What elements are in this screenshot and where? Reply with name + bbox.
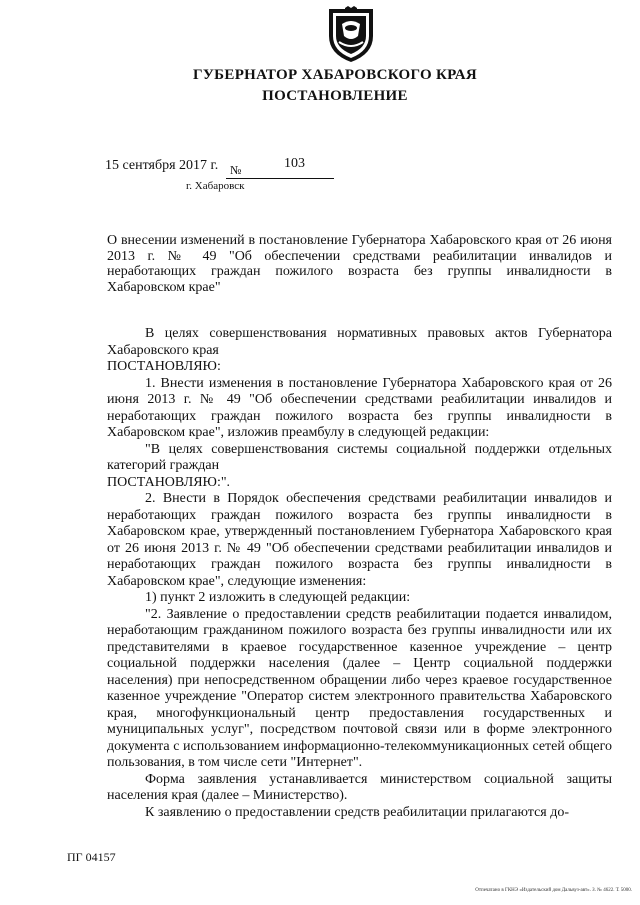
issuer-title: ГУБЕРНАТОР ХАБАРОВСКОГО КРАЯ: [193, 67, 477, 83]
body-paragraph: В целях совершенствования нормативных правовых актов Губернатора Хабаровского края: [107, 326, 612, 358]
document-subject: О внесении изменений в постановление Губернатора Хабаровского края от 26 июня 2013 г. № 49 "Об обеспечении средствами реабилитации инвалидов и неработающих граждан пожилого возраста без группы инвалидности в Хабаровском крае": [107, 233, 612, 295]
coat-of-arms-icon: [325, 6, 377, 64]
document-date: 15 сентября 2017 г.: [105, 158, 219, 173]
number-label: №: [230, 163, 242, 177]
body-paragraph: 2. Внести в Порядок обеспечения средствами реабилитации инвалидов и неработающих граждан пожилого возраста без группы инвалидности в Хабаровском крае, утвержденный постановлением Губернатора Хабаровского края от 26 июня 2013 г. № 49 "Об обеспечении средствами реабилитации инвалидов и неработающих граждан пожилого возраста без группы инвалидности в Хабаровском крае", следующие изменения:: [107, 491, 612, 589]
body-paragraph: ПОСТАНОВЛЯЮ:".: [107, 474, 231, 490]
body-paragraph: Форма заявления устанавливается министерством социальной защиты населения края (далее – Министерство).: [107, 771, 612, 803]
number-underline: [226, 178, 334, 179]
document-body: [107, 326, 612, 821]
body-paragraph: 1) пункт 2 изложить в следующей редакции:: [145, 590, 411, 605]
document-city: г. Хабаровск: [186, 180, 245, 192]
body-paragraph: "2. Заявление о предоставлении средств реабилитации подается инвалидом, неработающим гражданином пожилого возраста без группы инвалидности или их представителями в краевое государственное казенное учреждение – центр социальной поддержки населения (далее – Центр социальной поддержки населения) при непосредственном обращении либо через краевое государственное казенное учреждение "Оператор систем электронного правительства Хабаровского края, многофункциональный центр предоставления государственных и муниципальных услуг", посредством почтовой связи или в форме электронного документа с использованием информационно-телекоммуникационных сетей общего пользования, в том числе сети "Интернет".: [107, 606, 612, 770]
body-paragraph: "В целях совершенствования системы социальной поддержки отдельных категорий граждан: [107, 441, 612, 473]
document-number: 103: [284, 156, 305, 171]
document-code: ПГ 04157: [67, 850, 116, 864]
body-paragraph: ПОСТАНОВЛЯЮ:: [107, 359, 221, 374]
body-paragraph: К заявлению о предоставлении средств реабилитации прилагаются до-: [145, 804, 570, 820]
print-note: Отпечатано в ГКНЭ «Издательский дом Дальвуз-авт». З. № 4622. Т. 5000.: [475, 888, 632, 893]
body-paragraph: 1. Внести изменения в постановление Губернатора Хабаровского края от 26 июня 2013 г. № 49 "Об обеспечении средствами реабилитации инвалидов и неработающих граждан пожилого возраста без группы инвалидности в Хабаровском крае", изложив преамбулу в следующей редакции:: [107, 375, 612, 440]
document-type: ПОСТАНОВЛЕНИЕ: [262, 88, 408, 104]
